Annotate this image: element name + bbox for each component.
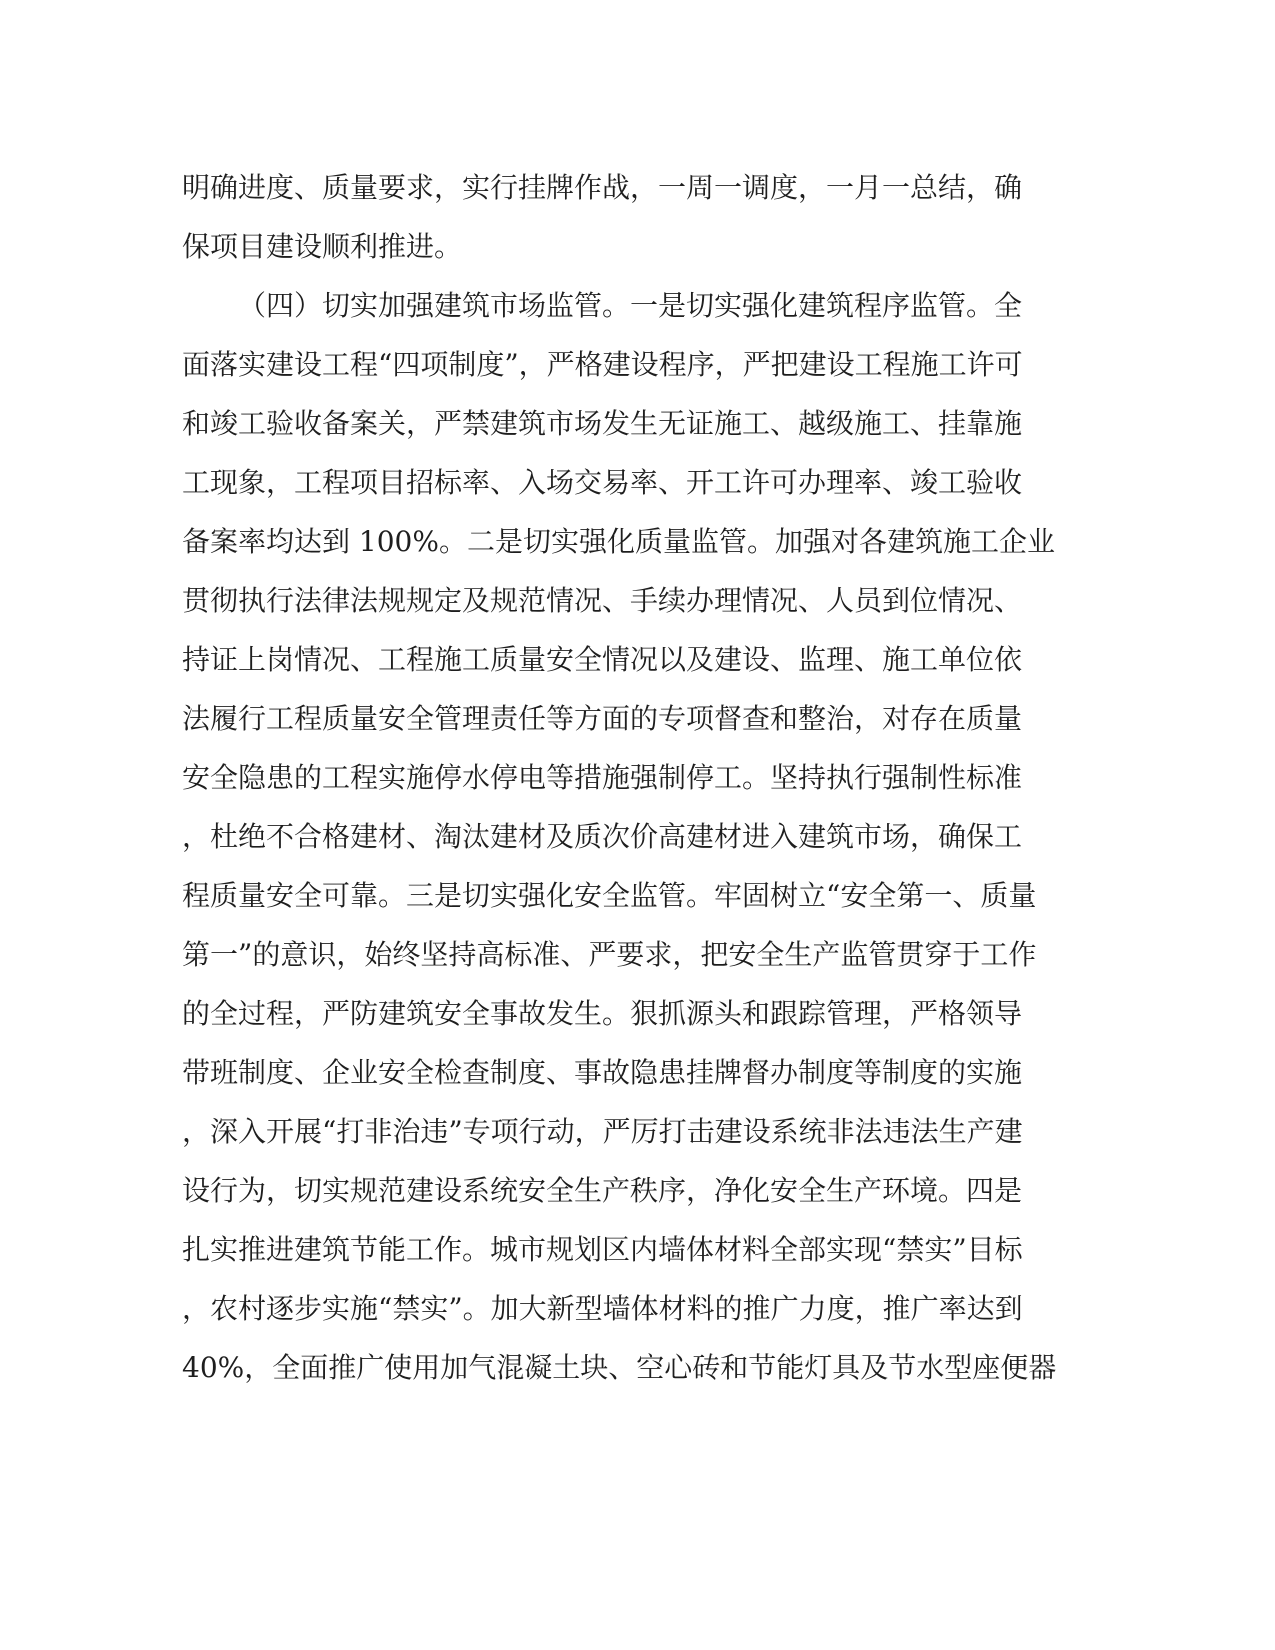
text-line: 的全过程，严防建筑安全事故发生。狠抓源头和跟踪管理，严格领导 (182, 997, 1023, 1030)
text-line: 工现象，工程项目招标率、入场交易率、开工许可办理率、竣工验收 (182, 466, 1023, 499)
text-line: 贯彻执行法律法规规定及规范情况、手续办理情况、人员到位情况、 (182, 584, 1023, 617)
text-line: 持证上岗情况、工程施工质量安全情况以及建设、监理、施工单位依 (182, 643, 1023, 676)
text-line: 第一”的意识，始终坚持高标准、严要求，把安全生产监管贯穿于工作 (182, 938, 1037, 971)
text-line: 程质量安全可靠。三是切实强化安全监管。牢固树立“安全第一、质量 (182, 879, 1037, 912)
text-line: ，农村逐步实施“禁实”。加大新型墙体材料的推广力度，推广率达到 (182, 1292, 1023, 1325)
text-line: ，深入开展“打非治违”专项行动，严厉打击建设系统非法违法生产建 (182, 1115, 1023, 1148)
text-line: 法履行工程质量安全管理责任等方面的专项督查和整治，对存在质量 (182, 702, 1023, 735)
text-line: 安全隐患的工程实施停水停电等措施强制停工。坚持执行强制性标准 (182, 761, 1023, 794)
text-line: 备案率均达到 100%。二是切实强化质量监管。加强对各建筑施工企业 (182, 525, 1055, 558)
text-line: 保项目建设顺利推进。 (182, 230, 463, 263)
body-text (182, 158, 1062, 1397)
text-line: 40%，全面推广使用加气混凝土块、空心砖和节能灯具及节水型座便器 (182, 1351, 1057, 1384)
text-line: 带班制度、企业安全检查制度、事故隐患挂牌督办制度等制度的实施 (182, 1056, 1023, 1089)
paragraph-first-line: （四）切实加强建筑市场监管。一是切实强化建筑程序监管。全 (238, 289, 1023, 322)
text-line: 扎实推进建筑节能工作。城市规划区内墙体材料全部实现“禁实”目标 (182, 1233, 1023, 1266)
text-line: 和竣工验收备案关，严禁建筑市场发生无证施工、越级施工、挂靠施 (182, 407, 1023, 440)
text-line: ，杜绝不合格建材、淘汰建材及质次价高建材进入建筑市场，确保工 (182, 820, 1023, 853)
text-line: 面落实建设工程“四项制度”，严格建设程序，严把建设工程施工许可 (182, 348, 1023, 381)
text-line: 设行为，切实规范建设系统安全生产秩序，净化安全生产环境。四是 (182, 1174, 1023, 1207)
text-line: 明确进度、质量要求，实行挂牌作战，一周一调度，一月一总结，确 (182, 171, 1023, 204)
